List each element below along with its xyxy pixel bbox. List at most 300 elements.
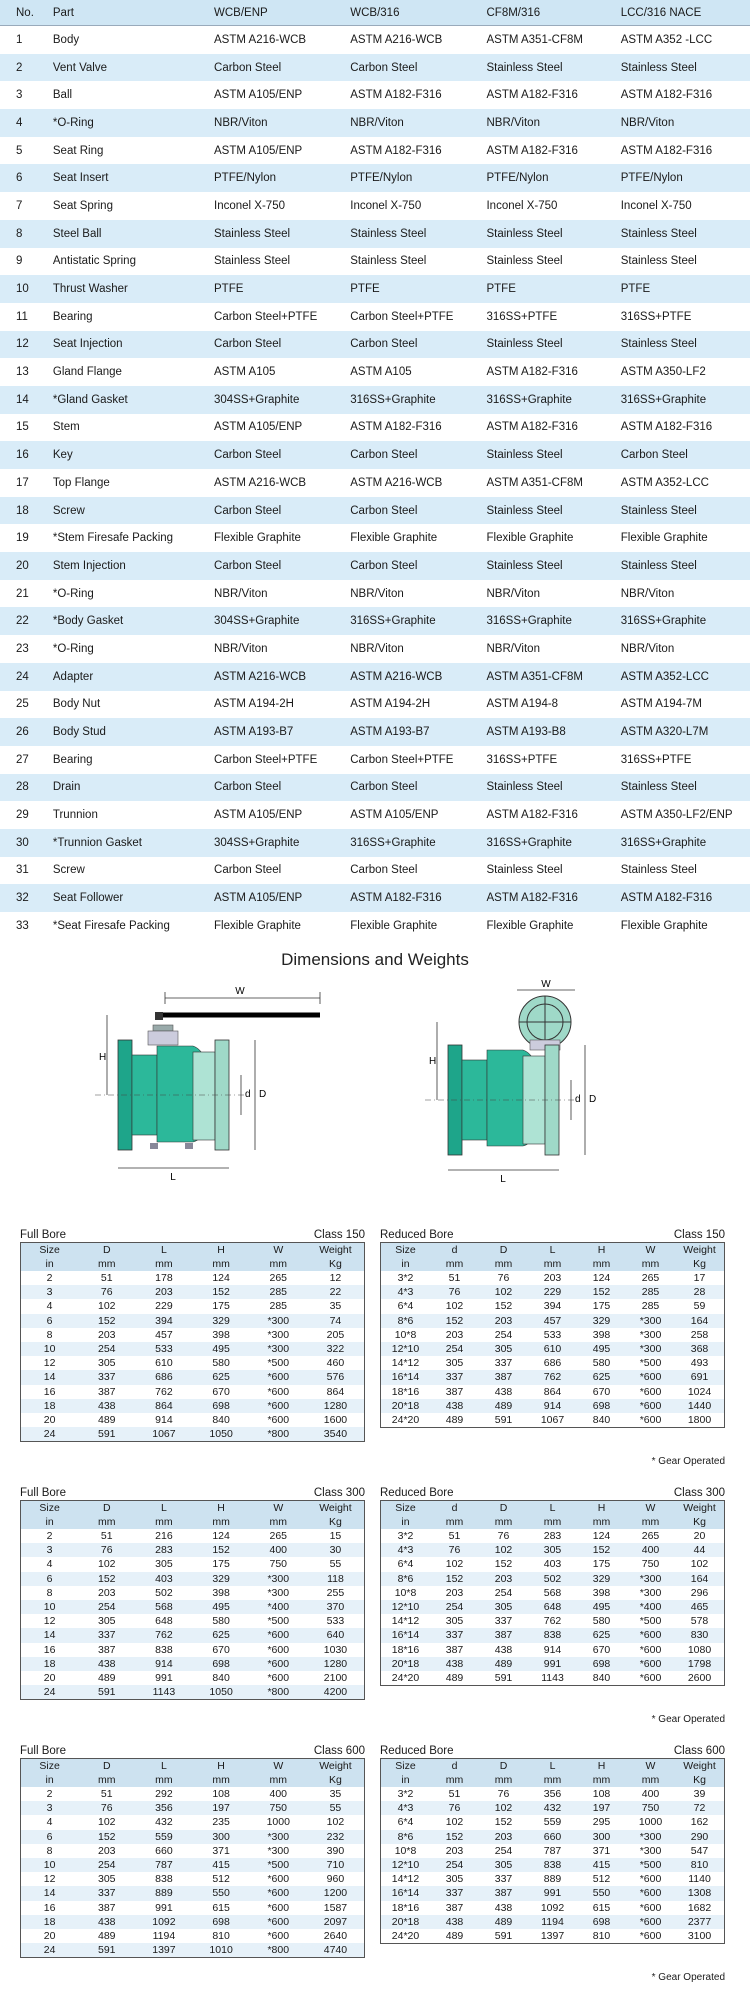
material-cell: 304SS+Graphite	[214, 615, 300, 628]
material-cell: Inconel X-750	[486, 199, 558, 212]
dim-header-cell: W	[273, 1760, 284, 1772]
dim-row	[21, 1886, 364, 1900]
dim-cell: 489	[97, 1671, 116, 1684]
dim-header-cell: D	[499, 1244, 508, 1256]
material-cell: NBR/Viton	[486, 642, 540, 655]
material-cell: *Trunnion Gasket	[52, 836, 142, 849]
dim-row	[381, 1385, 724, 1399]
material-cell: NBR/Viton	[486, 116, 540, 129]
dim-row	[381, 1671, 724, 1685]
material-cell: Stainless Steel	[620, 227, 697, 240]
dim-row	[21, 1628, 364, 1642]
dim-cell: *600	[267, 1399, 290, 1412]
dim-cell: 76	[100, 1286, 113, 1299]
dim-cell: 305	[445, 1357, 464, 1370]
material-cell: ASTM A182-F316	[350, 421, 442, 434]
dim-cell: 10	[43, 1342, 56, 1355]
dim-cell: 152	[445, 1830, 464, 1843]
material-cell: Carbon Steel	[214, 504, 282, 517]
material-cell: ASTM A105/ENP	[214, 892, 303, 905]
table-bore-label: Full Bore	[20, 1229, 67, 1241]
dim-cell: *600	[639, 1629, 662, 1642]
dim-row	[21, 1285, 364, 1299]
dim-row	[381, 1285, 724, 1299]
dim-cell: 337	[97, 1629, 116, 1642]
table-bore-label: Full Bore	[20, 1745, 67, 1757]
dim-cell: 670	[212, 1385, 230, 1398]
dim-unit-row	[21, 1515, 364, 1529]
dim-cell: 625	[212, 1629, 230, 1642]
dim-cell: 16*14	[391, 1887, 420, 1900]
dim-row	[381, 1572, 724, 1586]
dim-row	[381, 1929, 724, 1943]
material-cell: Carbon Steel	[350, 338, 418, 351]
dim-cell: 559	[543, 1816, 562, 1829]
material-row	[0, 746, 750, 774]
material-cell: ASTM A182-F316	[486, 809, 578, 822]
dim-cell: 1067	[152, 1428, 176, 1441]
dim-cell: 2	[46, 1788, 53, 1800]
dim-cell: 493	[690, 1357, 709, 1370]
dim-row	[381, 1529, 724, 1543]
dim-row	[381, 1915, 724, 1929]
dim-cell: 686	[543, 1357, 562, 1370]
dim-cell: 3*2	[397, 1530, 414, 1542]
dim-cell: 991	[155, 1901, 173, 1914]
dim-cell: *500	[267, 1858, 290, 1871]
dim-cell: 175	[592, 1300, 611, 1313]
dim-row	[21, 1943, 364, 1957]
material-cell: PTFE/Nylon	[486, 172, 549, 185]
dim-cell: 914	[543, 1399, 562, 1412]
material-cell: Carbon Steel	[350, 449, 418, 462]
dim-row	[21, 1399, 364, 1413]
dim-cell: 591	[494, 1413, 513, 1426]
dim-unit-cell: mm	[212, 1774, 230, 1786]
dim-cell: *300	[267, 1830, 290, 1843]
material-cell: Screw	[52, 864, 85, 877]
dim-cell: 72	[693, 1802, 706, 1815]
dim-cell: 2600	[687, 1671, 712, 1684]
dim-cell: 12	[329, 1272, 342, 1284]
dim-cell: 489	[445, 1413, 464, 1426]
dim-header-row	[381, 1501, 724, 1515]
table-reduced-bore-class-300	[380, 1486, 725, 1686]
dim-header-row	[21, 1243, 364, 1257]
dim-cell: 840	[592, 1671, 611, 1684]
dim-cell: 118	[327, 1572, 344, 1585]
dim-row	[381, 1543, 724, 1557]
material-cell: ASTM A182-F316	[486, 144, 578, 157]
dim-cell: 55	[329, 1802, 342, 1815]
material-cell: 19	[16, 532, 29, 545]
dim-cell: 55	[329, 1558, 342, 1571]
dim-row	[21, 1915, 364, 1929]
dim-cell: 1010	[209, 1944, 233, 1957]
material-cell: ASTM A216-WCB	[214, 33, 307, 46]
dim-cell: 205	[326, 1328, 345, 1341]
dim-cell: *600	[639, 1399, 662, 1412]
dim-cell: 1280	[323, 1399, 348, 1412]
material-row	[0, 691, 750, 719]
material-row	[0, 635, 750, 663]
dim-cell: 6*4	[397, 1558, 414, 1571]
dim-cell: 438	[445, 1399, 464, 1412]
dim-cell: *600	[639, 1371, 662, 1384]
dim-cell: 76	[448, 1544, 461, 1557]
dim-cell: 14*12	[391, 1873, 420, 1886]
material-cell: Flexible Graphite	[620, 532, 708, 545]
dim-cell: 432	[155, 1816, 173, 1829]
dim-cell: 686	[155, 1371, 173, 1384]
material-cell: ASTM A351-CF8M	[486, 33, 583, 46]
material-cell: ASTM A182-F316	[350, 144, 442, 157]
dim-cell: 254	[494, 1586, 513, 1599]
dim-row	[21, 1901, 364, 1915]
dim-cell: 18	[43, 1915, 56, 1928]
dim-row	[21, 1787, 364, 1801]
material-cell: Seat Insert	[52, 172, 109, 185]
dim-cell: 960	[326, 1873, 345, 1886]
dim-header-cell: L	[549, 1760, 556, 1772]
dim-cell: 864	[155, 1399, 173, 1412]
dim-cell: 432	[543, 1802, 562, 1815]
dim-cell: 1200	[323, 1887, 348, 1900]
dim-cell: 914	[155, 1657, 173, 1670]
material-row	[0, 26, 750, 54]
material-cell: Seat Injection	[52, 338, 123, 351]
material-cell: Stainless Steel	[486, 338, 563, 351]
dim-cell: 495	[592, 1600, 611, 1613]
table-class-label: Class 300	[313, 1487, 365, 1499]
material-cell: Carbon Steel	[214, 61, 282, 74]
dim-cell: 1080	[687, 1643, 712, 1656]
dim-row	[381, 1356, 724, 1370]
dim-body	[381, 1787, 724, 1943]
dim-cell: *500	[639, 1357, 662, 1370]
dim-cell: 124	[212, 1272, 230, 1284]
material-cell: ASTM A105/ENP	[214, 809, 303, 822]
dim-cell: 625	[212, 1371, 230, 1384]
material-cell: ASTM A194-2H	[350, 698, 431, 711]
dim-cell: 203	[494, 1830, 513, 1843]
material-cell: Carbon Steel+PTFE	[214, 310, 318, 323]
material-row	[0, 829, 750, 857]
material-cell: ASTM A352 -LCC	[620, 33, 713, 46]
dim-cell: 108	[212, 1788, 230, 1800]
dim-header-cell: L	[549, 1502, 556, 1514]
dim-cell: 1143	[541, 1671, 564, 1684]
material-cell: Stainless Steel	[486, 559, 563, 572]
dim-cell: *600	[639, 1413, 662, 1426]
dim-cell: 329	[592, 1314, 611, 1327]
dim-unit-cell: mm	[494, 1774, 513, 1786]
dim-cell: 152	[445, 1314, 464, 1327]
material-cell: ASTM A350-LF2/ENP	[620, 809, 733, 822]
dim-cell: 254	[97, 1600, 116, 1613]
material-cell: ASTM A105	[350, 366, 412, 379]
dim-cell: 24	[43, 1944, 56, 1957]
dim-cell: 580	[592, 1357, 611, 1370]
material-cell: PTFE/Nylon	[350, 172, 413, 185]
dim-row	[381, 1858, 724, 1872]
dim-header-cell: W	[273, 1502, 284, 1514]
material-cell: Flexible Graphite	[350, 532, 438, 545]
dim-cell: 329	[592, 1572, 611, 1585]
dim-header-cell: L	[549, 1244, 556, 1256]
dim-unit-cell: mm	[543, 1516, 562, 1528]
material-cell: 304SS+Graphite	[214, 393, 300, 406]
dim-cell: 660	[155, 1844, 173, 1857]
material-cell: Stainless Steel	[486, 504, 563, 517]
dim-cell: 337	[494, 1357, 513, 1370]
dim-cell: 28	[693, 1286, 706, 1299]
dim-cell: 403	[155, 1572, 173, 1585]
dim-row	[21, 1572, 364, 1586]
table-class-label: Class 300	[673, 1487, 725, 1499]
dim-cell: 1194	[152, 1929, 176, 1942]
material-cell: Stainless Steel	[620, 61, 697, 74]
dim-cell: 14*12	[391, 1357, 420, 1370]
dim-cell: 698	[212, 1657, 230, 1670]
material-cell: 2	[16, 61, 23, 74]
material-cell: 316SS+Graphite	[350, 393, 436, 406]
dim-cell: 329	[212, 1572, 230, 1585]
dim-row	[381, 1628, 724, 1642]
dim-cell: 254	[494, 1328, 513, 1341]
dim-cell: *500	[639, 1858, 662, 1871]
material-cell: ASTM A352-LCC	[620, 670, 709, 683]
dim-cell: 489	[445, 1929, 464, 1942]
material-row	[0, 248, 750, 276]
dim-cell: 3*2	[397, 1788, 414, 1800]
dim-cell: 10*8	[394, 1586, 417, 1599]
dim-unit-cell: mm	[592, 1774, 611, 1786]
dim-cell: *300	[267, 1572, 290, 1585]
dim-cell: 762	[543, 1615, 562, 1628]
material-cell: Stainless Steel	[486, 449, 563, 462]
dim-header-cell: Weight	[683, 1502, 716, 1514]
dim-cell: 14	[43, 1629, 56, 1642]
dim-unit-cell: mm	[269, 1258, 288, 1270]
dim-cell: 102	[494, 1544, 513, 1557]
dim-cell: 76	[448, 1286, 461, 1299]
dim-label-w: W	[235, 986, 245, 997]
dim-cell: 610	[543, 1342, 562, 1355]
material-cell: PTFE	[214, 283, 244, 296]
dim-cell: 18	[43, 1399, 56, 1412]
dim-cell: 175	[212, 1558, 230, 1571]
dim-unit-cell: mm	[269, 1516, 288, 1528]
dim-cell: 576	[326, 1371, 345, 1384]
dim-header-cell: H	[597, 1502, 606, 1514]
dim-cell: 305	[494, 1858, 513, 1871]
dim-row	[381, 1830, 724, 1844]
dim-cell: 337	[445, 1887, 464, 1900]
dim-cell: 254	[97, 1342, 116, 1355]
dim-row	[21, 1844, 364, 1858]
dim-header-row	[381, 1759, 724, 1773]
material-cell: Inconel X-750	[350, 199, 422, 212]
dim-cell: 398	[212, 1328, 230, 1341]
dim-cell: 24	[43, 1686, 56, 1699]
dim-cell: 14	[43, 1887, 56, 1900]
material-cell: 23	[16, 642, 29, 655]
dim-cell: 337	[494, 1615, 513, 1628]
dim-row	[21, 1671, 364, 1685]
dim-cell: 254	[97, 1858, 116, 1871]
material-cell: Antistatic Spring	[52, 255, 136, 268]
material-cell: Stainless Steel	[214, 255, 291, 268]
dim-cell: 322	[326, 1342, 345, 1355]
dim-cell: 489	[494, 1915, 513, 1928]
dim-cell: 265	[641, 1530, 660, 1542]
dim-cell: *600	[639, 1887, 662, 1900]
dim-cell: 283	[155, 1544, 173, 1557]
dim-body	[21, 1529, 364, 1699]
dim-cell: 3*2	[397, 1272, 414, 1284]
dim-cell: 489	[494, 1657, 513, 1670]
section-title: Dimensions and Weights	[281, 950, 469, 969]
dim-cell: 203	[543, 1272, 562, 1284]
dim-cell: 438	[445, 1915, 464, 1928]
dim-cell: 610	[155, 1357, 173, 1370]
material-cell: *O-Ring	[52, 587, 94, 600]
dim-cell: 4	[46, 1816, 53, 1829]
material-cell: ASTM A105/ENP	[350, 809, 439, 822]
dim-cell: 255	[326, 1586, 345, 1599]
material-cell: 8	[16, 227, 23, 240]
dim-cell: 1143	[152, 1686, 176, 1699]
table-bore-label: Full Bore	[20, 1487, 67, 1499]
material-row	[0, 912, 750, 940]
dim-cell: 258	[690, 1328, 709, 1341]
material-cell: NBR/Viton	[350, 587, 404, 600]
dim-cell: 3	[46, 1802, 53, 1815]
dim-cell: 1600	[323, 1413, 348, 1426]
dim-cell: 74	[329, 1314, 342, 1327]
dim-unit-row	[381, 1773, 724, 1787]
material-cell: ASTM A182-F316	[620, 144, 713, 157]
dim-header-cell: W	[645, 1244, 656, 1256]
material-cell: 316SS+Graphite	[620, 836, 707, 849]
dim-cell: 152	[97, 1830, 116, 1843]
dim-cell: 305	[97, 1615, 116, 1628]
dim-cell: 1030	[323, 1643, 348, 1656]
dim-cell: 20*18	[391, 1915, 420, 1928]
dim-cell: 12*10	[391, 1600, 420, 1613]
material-cell: Stainless Steel	[486, 227, 563, 240]
dim-cell: 691	[690, 1371, 709, 1384]
dim-row	[381, 1787, 724, 1801]
dim-cell: 292	[155, 1788, 173, 1800]
dim-row	[381, 1657, 724, 1671]
dim-row	[381, 1586, 724, 1600]
dim-cell: *400	[267, 1600, 290, 1613]
dim-header-cell: D	[102, 1244, 111, 1256]
dim-cell: 305	[155, 1558, 173, 1571]
dim-cell: 197	[212, 1802, 230, 1815]
material-cell: 316SS+Graphite	[620, 615, 707, 628]
dim-cell: *600	[639, 1929, 662, 1942]
dim-cell: 76	[497, 1788, 510, 1800]
material-cell: 316SS+PTFE	[486, 310, 558, 323]
material-cell: NBR/Viton	[214, 587, 268, 600]
dim-cell: 390	[326, 1844, 345, 1857]
material-cell: ASTM A216-WCB	[350, 670, 443, 683]
dim-header-cell: H	[217, 1244, 225, 1256]
material-cell: Seat Spring	[52, 199, 113, 212]
dim-cell: 640	[326, 1629, 345, 1642]
material-row	[0, 331, 750, 359]
material-cell: ASTM A351-CF8M	[486, 476, 583, 489]
material-cell: Stainless Steel	[620, 781, 697, 794]
dim-cell: 371	[592, 1844, 611, 1857]
dim-unit-cell: mm	[155, 1774, 173, 1786]
dim-header-cell: H	[217, 1760, 225, 1772]
materials-header-row	[0, 0, 750, 26]
material-cell: Stainless Steel	[214, 227, 291, 240]
dim-cell: 550	[592, 1887, 611, 1900]
dim-cell: *300	[639, 1586, 662, 1599]
table-bore-label: Reduced Bore	[380, 1229, 454, 1241]
material-cell: 316SS+Graphite	[486, 836, 572, 849]
material-row	[0, 137, 750, 165]
dim-cell: 14*12	[391, 1615, 420, 1628]
dim-cell: 290	[690, 1830, 709, 1843]
material-cell: 29	[16, 809, 29, 822]
dim-cell: *300	[267, 1342, 290, 1355]
dim-unit-cell: mm	[494, 1258, 513, 1270]
dim-unit-cell: mm	[592, 1258, 611, 1270]
dim-cell: 35	[329, 1788, 342, 1800]
material-cell: ASTM A182-F316	[620, 421, 713, 434]
material-cell: ASTM A194-7M	[620, 698, 702, 711]
lever-valve-drawing	[95, 980, 325, 1210]
dim-cell: 305	[445, 1873, 464, 1886]
material-cell: 24	[16, 670, 29, 683]
dim-header-cell: D	[499, 1760, 508, 1772]
dim-cell: 76	[497, 1272, 510, 1284]
dim-header-row	[21, 1759, 364, 1773]
dim-cell: 265	[269, 1272, 288, 1284]
dim-cell: 387	[97, 1901, 116, 1914]
dim-header-cell: Weight	[319, 1502, 352, 1514]
dim-cell: 387	[97, 1385, 116, 1398]
material-cell: 27	[16, 753, 29, 766]
dim-cell: 305	[97, 1357, 116, 1370]
dim-cell: 787	[543, 1844, 562, 1857]
dim-cell: *500	[639, 1615, 662, 1628]
dim-unit-cell: mm	[494, 1516, 513, 1528]
dim-cell: 254	[445, 1342, 464, 1355]
dim-unit-cell: mm	[98, 1258, 116, 1270]
dim-cell: *600	[639, 1873, 662, 1886]
material-row	[0, 718, 750, 746]
dim-cell: 102	[690, 1558, 709, 1571]
dim-unit-row	[381, 1515, 724, 1529]
dim-cell: 18	[43, 1657, 56, 1670]
material-cell: *Stem Firesafe Packing	[52, 532, 174, 545]
dim-cell: 810	[212, 1929, 230, 1942]
dim-cell: 59	[693, 1300, 706, 1313]
dim-cell: 512	[212, 1873, 230, 1886]
table-reduced-bore-class-600	[380, 1744, 725, 1944]
dim-cell: 400	[269, 1788, 288, 1800]
dim-cell: 20	[43, 1671, 56, 1684]
dim-cell: 124	[592, 1530, 611, 1542]
dim-row	[381, 1413, 724, 1427]
